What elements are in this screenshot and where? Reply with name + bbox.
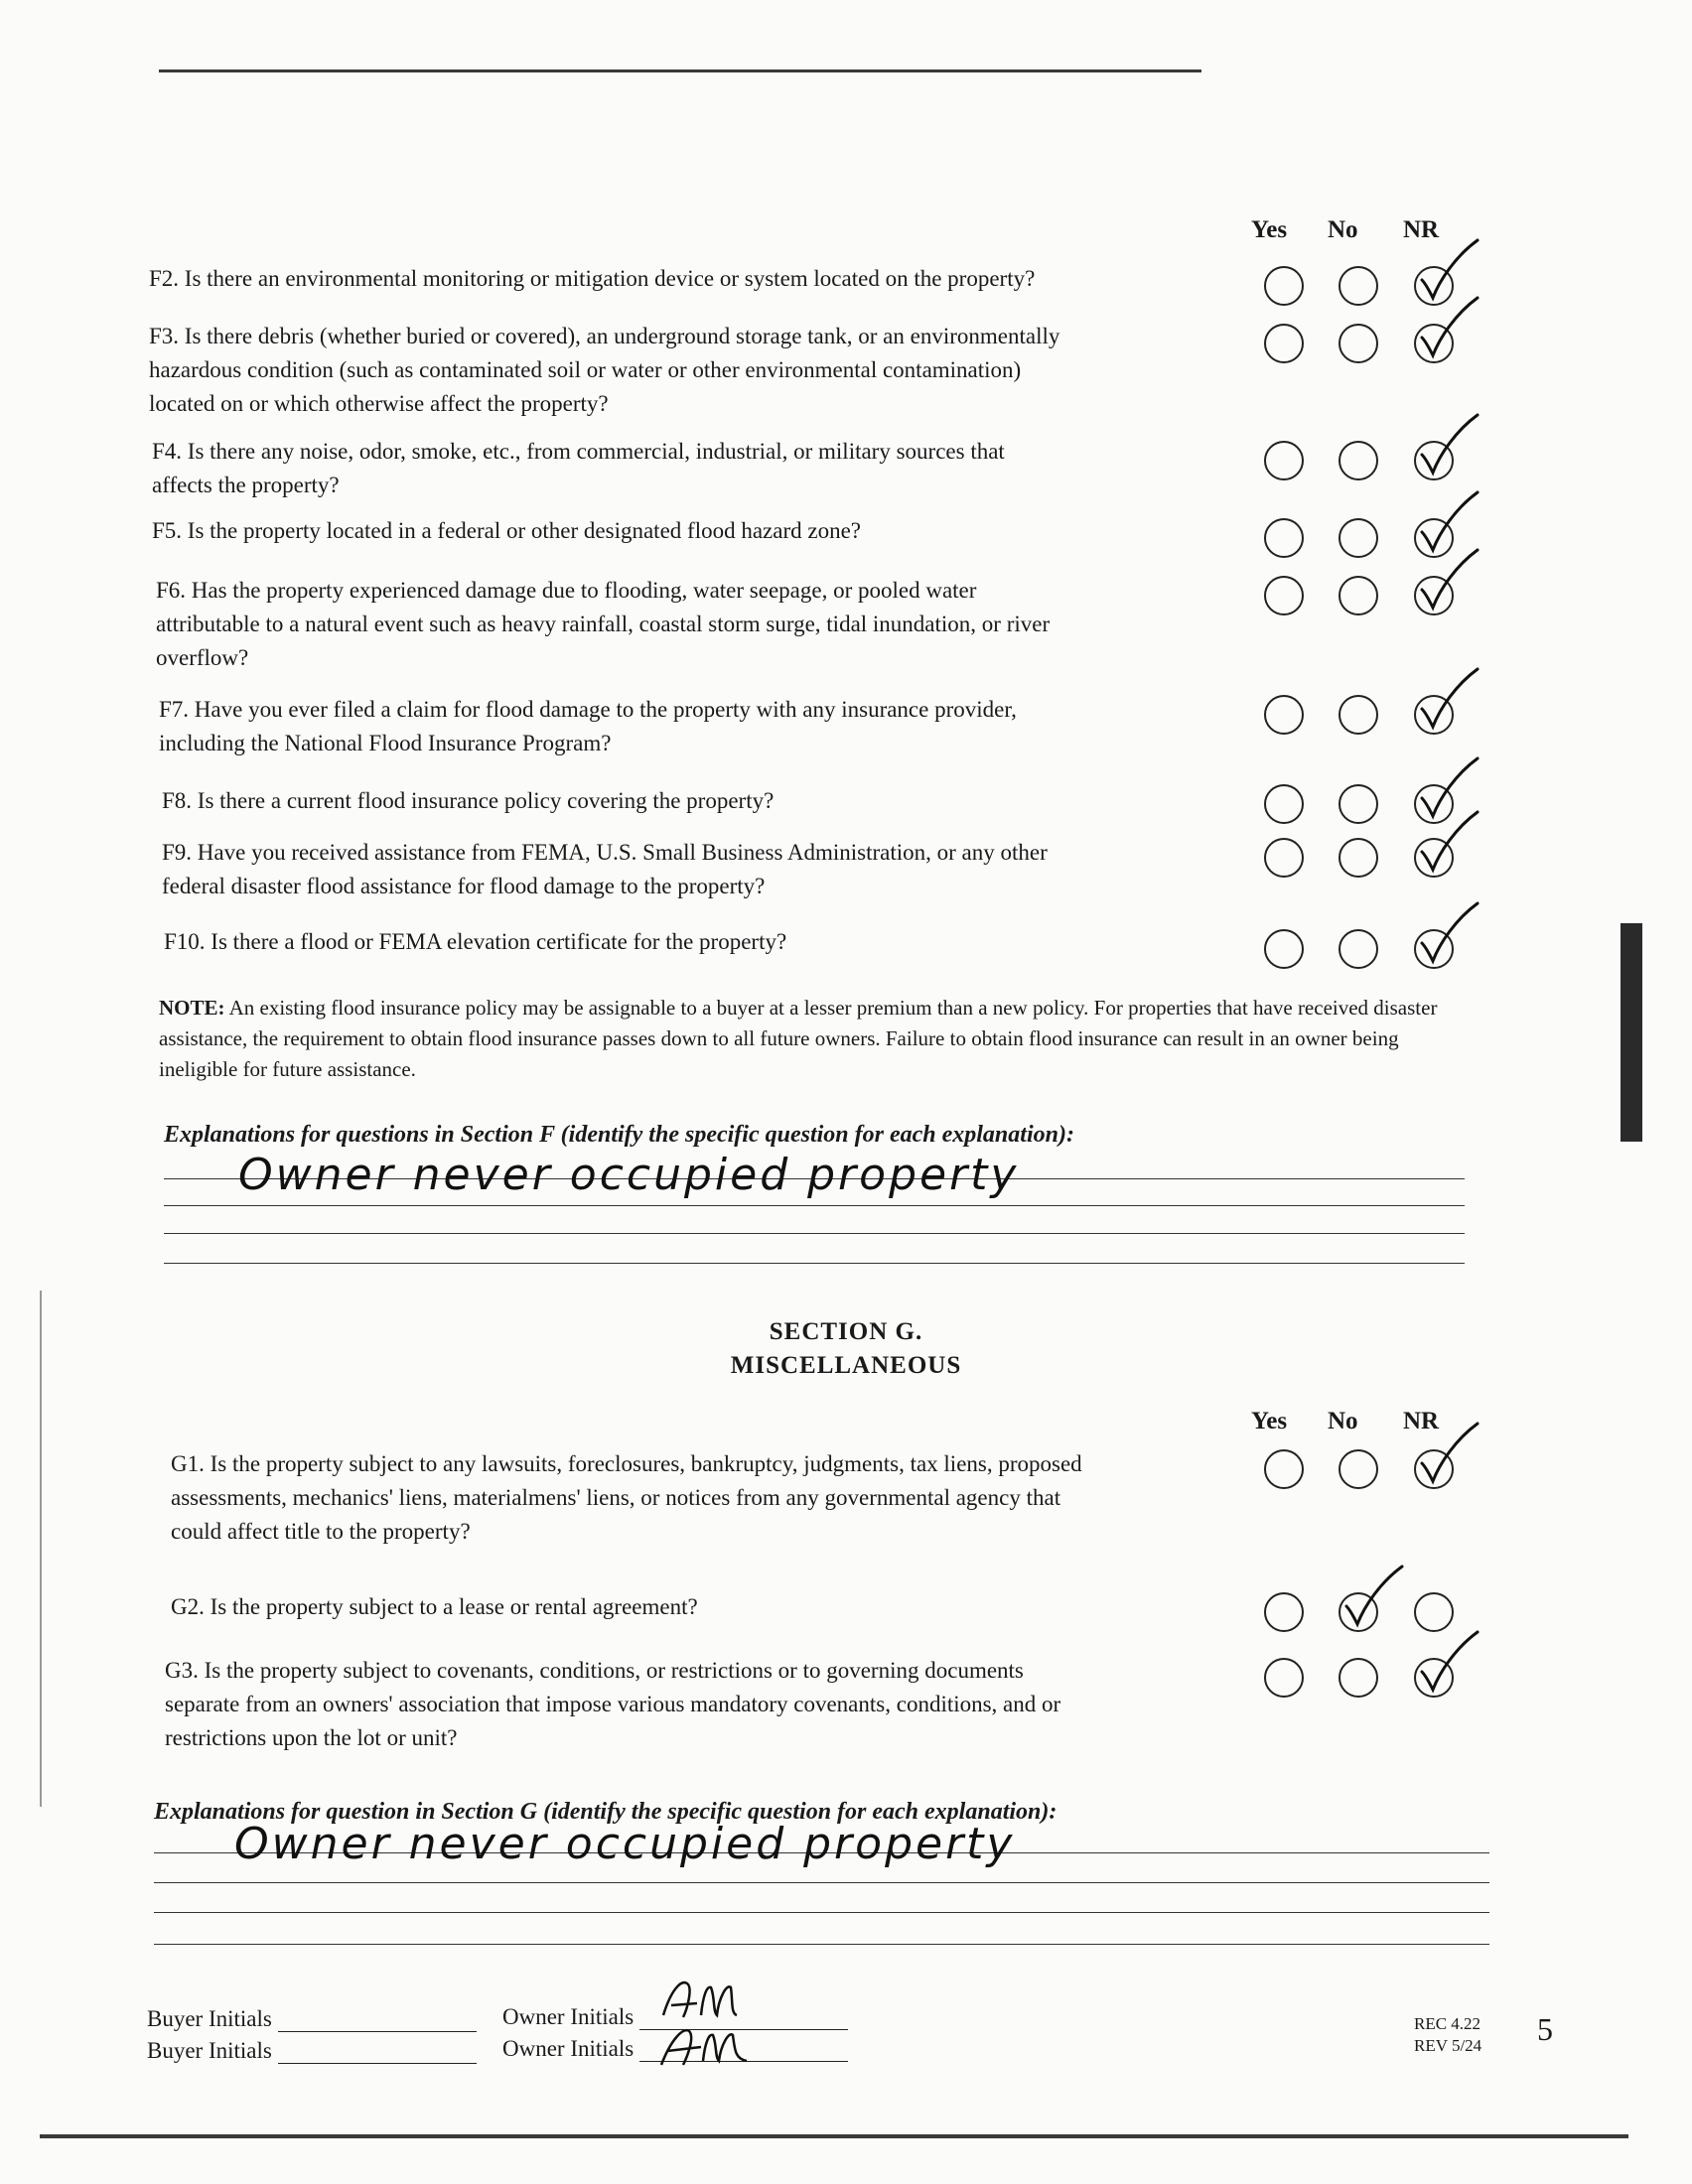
owner-initials-signature-1 — [657, 1976, 767, 2025]
section-g-line-2 — [154, 1882, 1489, 1883]
col-no-f: No — [1328, 216, 1358, 243]
buyer-initials-field[interactable] — [278, 2005, 477, 2032]
question-g1: G1. Is the property subject to any lawsuits, foreclosures, bankruptcy, judgments, tax liens, proposed assessments, mechanics' liens, materialmens' liens, or notices from any governmental agency that could affect title to the property? — [171, 1451, 1082, 1544]
question-f7: F7. Have you ever filed a claim for flood damage to the property with any insurance provider, including the National Flood Insurance Program? — [159, 697, 1017, 755]
flood-insurance-note: NOTE: An existing flood insurance policy may be assignable to a buyer at a lesser premium than a new policy. For properties that have received disaster assistance, the requirement to obtain flood insurance passes down to all future owners. Failure to obtain flood insurance can result in an owner being ineligible for future assistance. — [159, 996, 1438, 1081]
owner-initials-label: Owner Initials — [502, 2036, 634, 2061]
section-f-line-4 — [164, 1263, 1465, 1264]
check-mark-icon — [1416, 1628, 1481, 1696]
answer-circle-g1-no[interactable] — [1339, 1449, 1378, 1489]
scan-bottom-edge — [40, 2134, 1628, 2138]
answer-circle-f5-yes[interactable] — [1264, 518, 1304, 558]
question-f8: F8. Is there a current flood insurance policy covering the property? — [162, 788, 775, 813]
answer-circle-f8-yes[interactable] — [1264, 784, 1304, 824]
scan-top-edge — [159, 69, 1201, 72]
question-g3: G3. Is the property subject to covenants, conditions, or restrictions or to governing documents separate from an owners' association that impose various mandatory covenants, conditions, and or restrictions upon the lot or unit? — [165, 1658, 1061, 1750]
section-f-explanation-handwritten[interactable]: Owner never occupied property — [238, 1150, 1020, 1200]
answer-circle-f5-no[interactable] — [1339, 518, 1378, 558]
answer-circle-f10-yes[interactable] — [1264, 929, 1304, 969]
scan-right-strip — [1621, 923, 1642, 1142]
section-g-explanation-label: Explanations for question in Section G (identify the specific question for each explanation): — [154, 1799, 1058, 1825]
buyer-initials-label: Buyer Initials — [147, 2038, 272, 2063]
buyer-initials-row-2 — [147, 2037, 477, 2064]
page-number: 5 — [1537, 2011, 1553, 2047]
section-f-line-3 — [164, 1233, 1465, 1234]
question-g2: G2. Is the property subject to a lease or rental agreement? — [171, 1594, 698, 1619]
answer-circle-f3-no[interactable] — [1339, 324, 1378, 363]
col-no-g: No — [1328, 1408, 1358, 1434]
check-mark-icon — [1416, 411, 1481, 478]
section-g-line-4 — [154, 1944, 1489, 1945]
buyer-initials-field[interactable] — [278, 2037, 477, 2064]
col-nr-f: NR — [1403, 216, 1440, 243]
section-f-explanation-label: Explanations for questions in Section F (identify the specific question for each explanation): — [164, 1122, 1074, 1148]
answer-circle-f10-no[interactable] — [1339, 929, 1378, 969]
col-yes-f: Yes — [1251, 216, 1288, 243]
question-f2: F2. Is there an environmental monitoring or mitigation device or system located on the property? — [149, 266, 1036, 291]
form-code: REC 4.22 REV 5/24 — [1414, 2014, 1482, 2055]
answer-circle-g2-nr[interactable] — [1414, 1592, 1454, 1632]
check-mark-icon — [1416, 294, 1481, 361]
answer-circle-f4-no[interactable] — [1339, 441, 1378, 480]
answer-circle-f8-no[interactable] — [1339, 784, 1378, 824]
question-f10: F10. Is there a flood or FEMA elevation certificate for the property? — [164, 929, 787, 954]
question-f3: F3. Is there debris (whether buried or covered), an underground storage tank, or an environmentally hazardous condition (such as contaminated soil or water or other environmental contamination) located on or which otherwise affect the property? — [149, 324, 1060, 416]
answer-circle-g1-yes[interactable] — [1264, 1449, 1304, 1489]
check-mark-icon — [1340, 1563, 1406, 1630]
section-g-title: SECTION G. — [769, 1318, 923, 1345]
section-g-subtitle: MISCELLANEOUS — [730, 1352, 962, 1379]
section-g-line-3 — [154, 1912, 1489, 1913]
answer-circle-f9-yes[interactable] — [1264, 838, 1304, 878]
check-mark-icon — [1416, 546, 1481, 614]
check-mark-icon — [1416, 1420, 1481, 1487]
question-f4: F4. Is there any noise, odor, smoke, etc., from commercial, industrial, or military sources that affects the property? — [152, 439, 1005, 497]
col-yes-g: Yes — [1251, 1408, 1288, 1434]
check-mark-icon — [1416, 665, 1481, 733]
section-f-line-2 — [164, 1205, 1465, 1206]
answer-circle-f7-yes[interactable] — [1264, 695, 1304, 735]
owner-initials-signature-2 — [657, 2021, 767, 2071]
answer-circle-f6-yes[interactable] — [1264, 576, 1304, 615]
buyer-initials-label: Buyer Initials — [147, 2006, 272, 2031]
buyer-initials-row-1 — [147, 2005, 477, 2032]
answer-circle-f7-no[interactable] — [1339, 695, 1378, 735]
section-g-explanation-handwritten[interactable]: Owner never occupied property — [234, 1819, 1016, 1869]
answer-circle-f2-no[interactable] — [1339, 266, 1378, 306]
answer-circle-g3-yes[interactable] — [1264, 1658, 1304, 1698]
col-nr-g: NR — [1403, 1408, 1440, 1434]
answer-circle-g2-yes[interactable] — [1264, 1592, 1304, 1632]
answer-circle-g3-no[interactable] — [1339, 1658, 1378, 1698]
check-mark-icon — [1416, 899, 1481, 967]
answer-circle-f6-no[interactable] — [1339, 576, 1378, 615]
check-mark-icon — [1416, 808, 1481, 876]
owner-initials-label: Owner Initials — [502, 2004, 634, 2029]
question-f9: F9. Have you received assistance from FEMA, U.S. Small Business Administration, or any other federal disaster flood assistance for flood damage to the property? — [162, 840, 1048, 898]
question-f6: F6. Has the property experienced damage due to flooding, water seepage, or pooled water attributable to a natural event such as heavy rainfall, coastal storm surge, tidal inundation, or river overflow? — [156, 578, 1051, 670]
answer-circle-f9-no[interactable] — [1339, 838, 1378, 878]
answer-circle-f2-yes[interactable] — [1264, 266, 1304, 306]
question-f5: F5. Is the property located in a federal or other designated flood hazard zone? — [152, 518, 861, 543]
answer-circle-f4-yes[interactable] — [1264, 441, 1304, 480]
answer-circle-f3-yes[interactable] — [1264, 324, 1304, 363]
